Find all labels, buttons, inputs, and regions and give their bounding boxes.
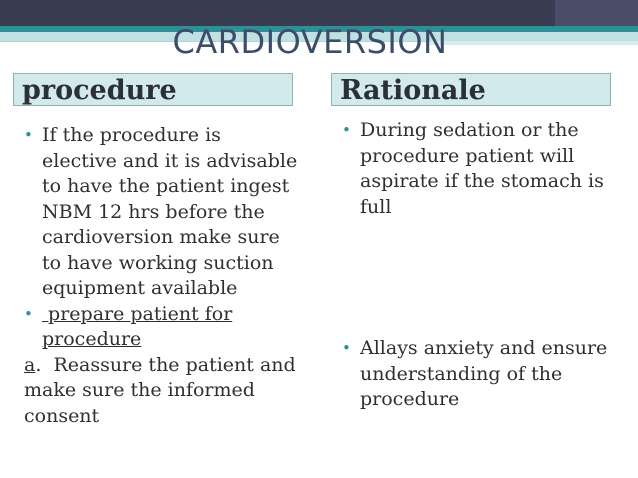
bullet-line: Allays anxiety and ensure: [360, 337, 608, 359]
bullet-marker: •: [342, 339, 351, 357]
bullet-line: procedure: [42, 328, 142, 350]
bullet-line: procedure patient will: [360, 144, 575, 167]
procedure-bullet-1: [24, 123, 314, 302]
bullet-line: aspirate if the stomach is: [360, 170, 604, 192]
procedure-column: [24, 123, 314, 429]
sub-item-text: . Reassure the patient and: [35, 353, 296, 376]
bullet-line: NBM 12 hrs before the: [42, 200, 265, 223]
bullet-marker: •: [342, 121, 351, 139]
bullet-line: cardioversion make sure: [42, 226, 280, 248]
bullet-line: to have working suction: [42, 251, 274, 274]
sub-item-line: consent: [24, 404, 100, 427]
procedure-header: procedure: [13, 73, 293, 106]
bullet-line: During sedation or the: [360, 119, 579, 141]
sub-item-marker: a: [24, 353, 36, 376]
rationale-bullet-list: [342, 118, 632, 220]
sub-item-line: make sure the informed: [24, 379, 255, 401]
bullet-marker: •: [24, 126, 33, 144]
procedure-bullet-list: [24, 123, 314, 353]
rationale-header: Rationale: [331, 73, 611, 106]
procedure-bullet-2: [24, 302, 314, 353]
bullet-line: procedure: [360, 388, 460, 410]
slide-title: CARDIOVERSION: [172, 23, 448, 61]
bullet-line: to have the patient ingest: [42, 175, 290, 197]
rationale-bullet-2: [342, 336, 632, 413]
rationale-bullet-1: [342, 118, 632, 220]
bullet-line: full: [360, 195, 392, 218]
rationale-bullet-1-block: [342, 118, 632, 220]
rationale-bullet-list-2: [342, 336, 632, 413]
bullet-line: understanding of the: [360, 362, 563, 385]
procedure-sub-item: [24, 353, 314, 430]
bullet-marker: •: [24, 304, 33, 323]
bullet-line: If the procedure is: [42, 124, 221, 146]
sub-item-first-line: [24, 353, 314, 379]
bullet-line: equipment available: [42, 277, 238, 299]
bullet-line: prepare patient for: [42, 302, 233, 325]
bullet-line: elective and it is advisable: [42, 149, 298, 172]
rationale-bullet-2-block: [342, 336, 632, 413]
